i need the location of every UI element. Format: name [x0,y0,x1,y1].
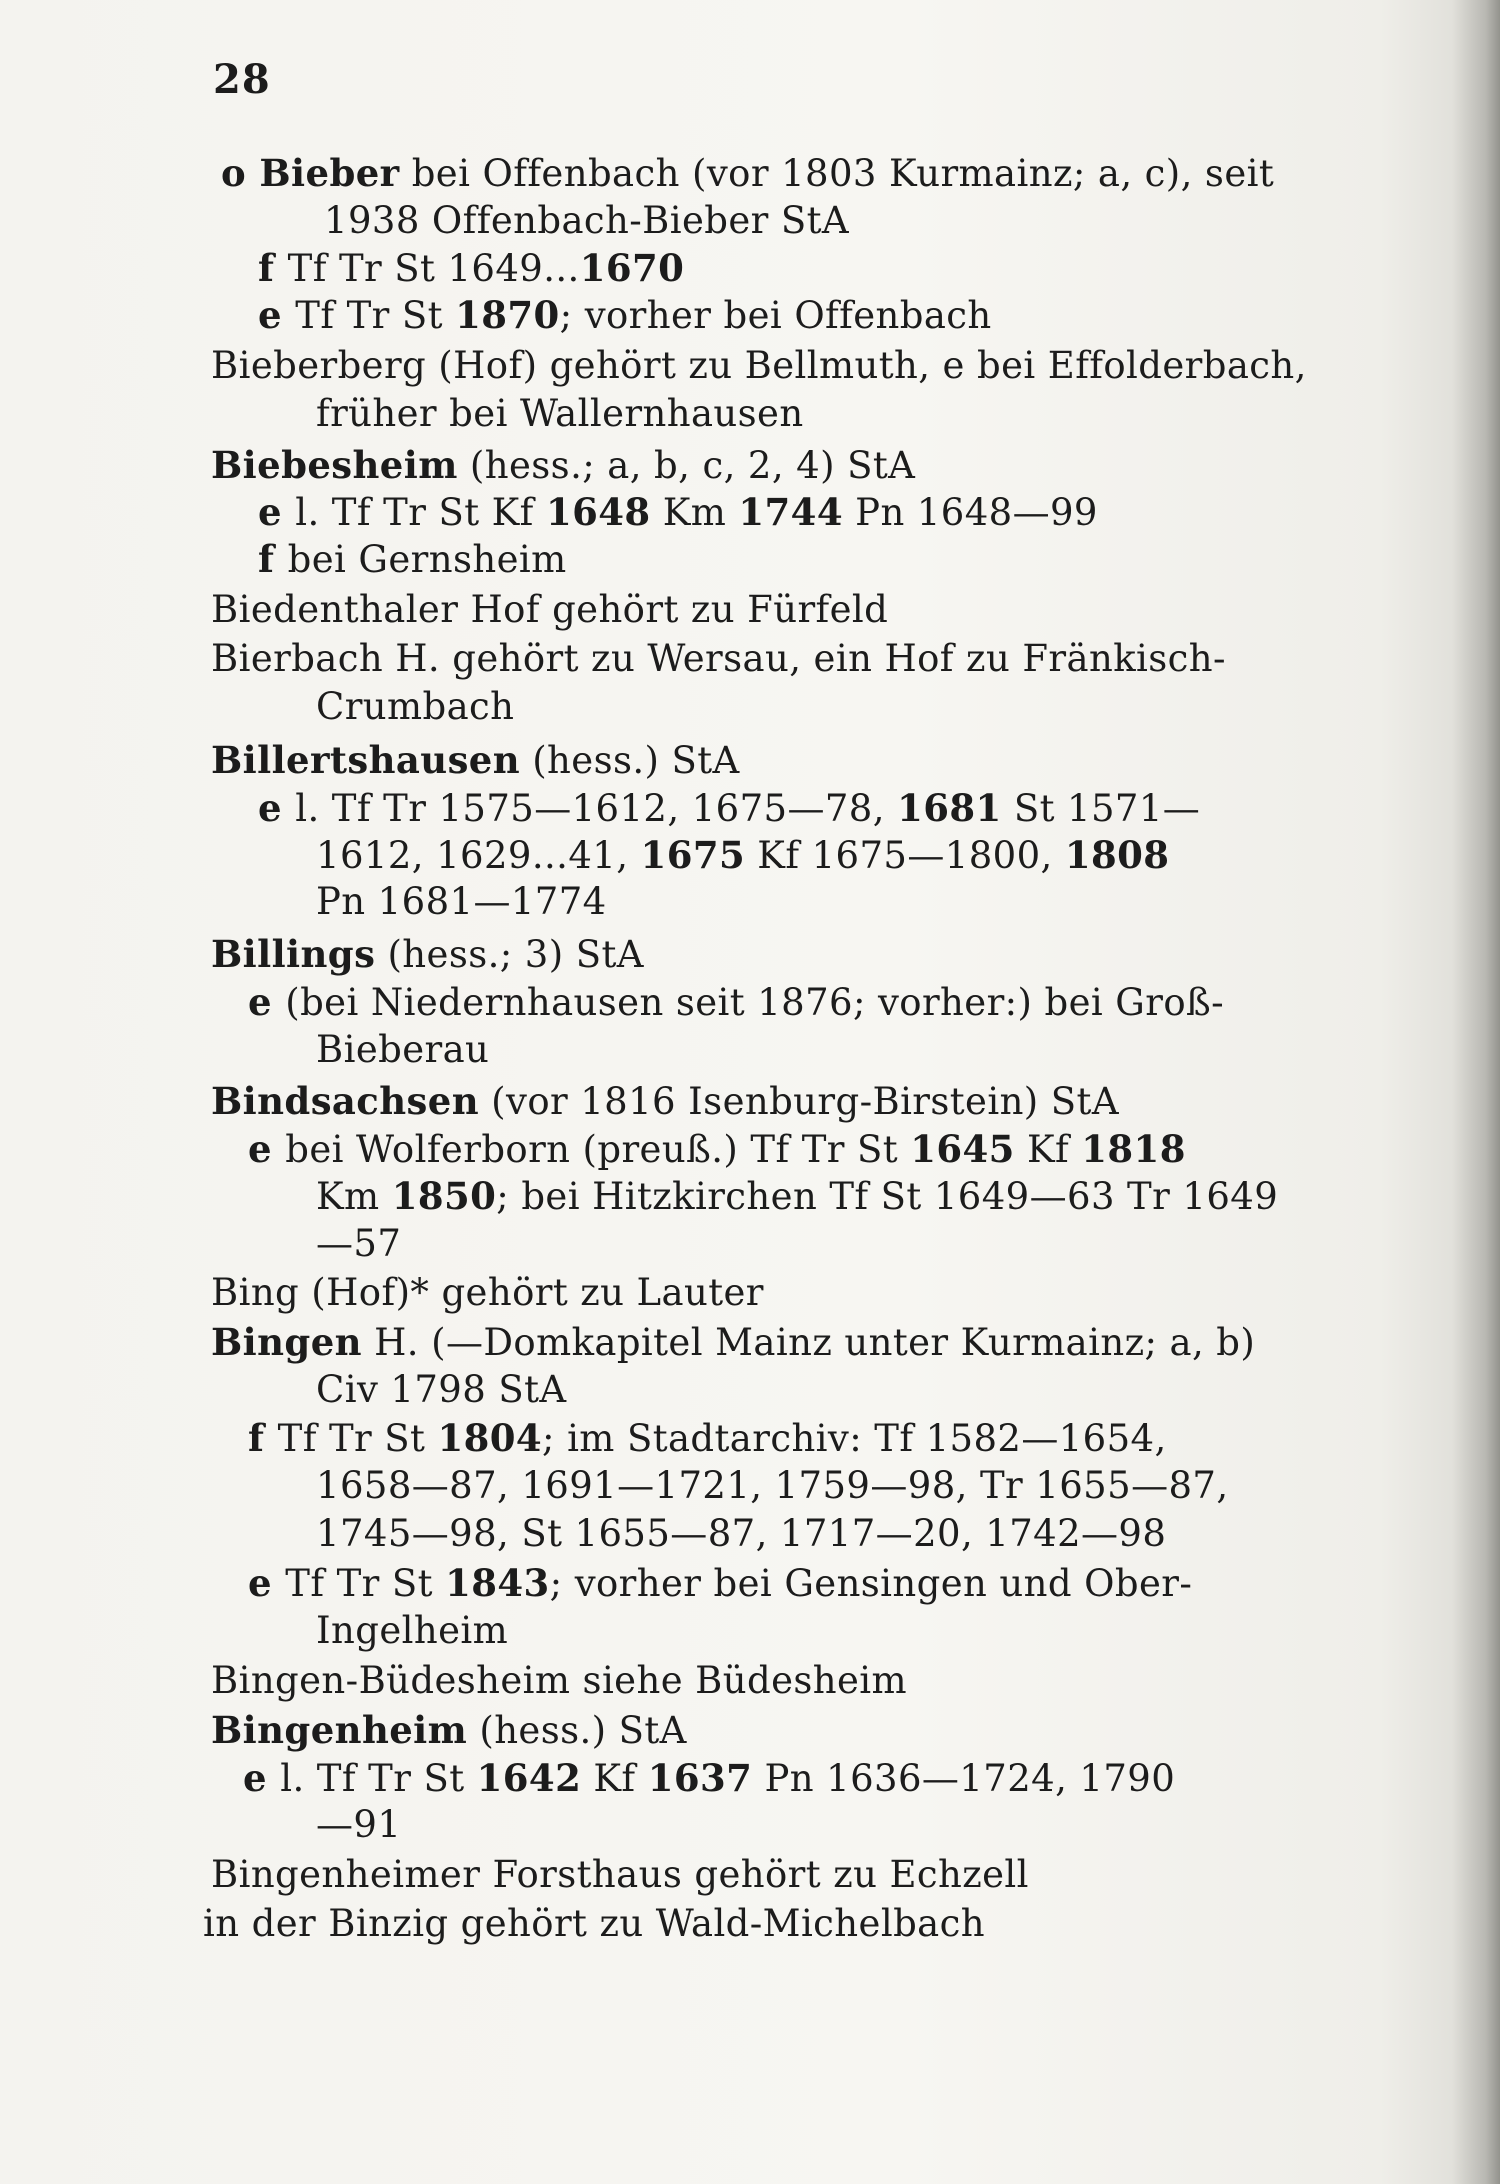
entry-text: H. (—Domkapitel Mainz unter Kurmainz; a, b) [361,1321,1256,1364]
place-name: Billings [211,932,376,976]
entry-line [316,880,607,924]
entry-text: l. Tf Tr St [280,1757,477,1800]
highlighted-year: 1681 [897,786,1002,830]
entry-text: bei Offenbach (vor 1803 Kurmainz; a, c), seit [399,152,1275,195]
entry-line [316,1174,1278,1219]
highlighted-year: 1637 [647,1756,753,1800]
entry-line-head [221,151,1274,196]
record-type-marker: e [248,1561,286,1605]
place-name: Bieber [259,151,400,195]
entry-text: Pn 1636—1724, 1790 [752,1757,1176,1800]
entry-line [248,1561,1192,1606]
entry-text: Tf Tr St [277,1417,438,1460]
entry-text: Biedenthaler Hof gehört zu Fürfeld [211,588,889,631]
entry-text: 1938 Offenbach-Bieber StA [324,199,850,242]
highlighted-year: 1744 [738,490,843,534]
highlighted-year: 1642 [476,1756,582,1800]
record-type-marker: o [221,151,260,195]
entry-line [316,392,804,436]
entry-text: Km [316,1175,392,1218]
entry-text: bei Gernsheim [287,538,567,581]
entry-text: Kf [581,1757,648,1800]
record-type-marker: f [258,537,288,581]
record-type-marker: e [248,980,286,1024]
entry-line [258,246,684,291]
entry-text: St 1571— [1001,787,1201,830]
entry-line-head [211,443,915,488]
entry-text: Ingelheim [316,1609,509,1652]
entry-text: Kf 1675—1800, [745,834,1065,877]
entry-line-head [211,738,740,783]
entry-text: in der Binzig gehört zu Wald-Michelbach [203,1902,985,1945]
highlighted-year: 1850 [391,1174,497,1218]
entry-line [316,1222,401,1266]
entry-text: Bieberau [316,1028,490,1071]
entry-line [258,293,992,338]
entry-text: (hess.) StA [520,739,740,782]
entry-text: bei Wolferborn (preuß.) Tf Tr St [285,1128,911,1171]
entry-line [258,537,567,582]
entry-line-head [211,1708,687,1753]
place-name: Biebesheim [211,443,458,487]
highlighted-year: 1645 [910,1127,1015,1171]
entry-text: l. Tf Tr 1575—1612, 1675—78, [295,787,898,830]
entry-line-head [211,1079,1119,1124]
entry-text: (hess.) StA [467,1709,687,1752]
entry-text: (bei Niedernhausen seit 1876; vorher:) bei Groß- [285,981,1225,1024]
entry-text: Bierbach H. gehört zu Wersau, ein Hof zu Fränkisch- [211,637,1226,680]
entry-text: l. Tf Tr St Kf [295,491,546,534]
entry-text: Km [650,491,739,534]
highlighted-year: 1804 [437,1416,543,1460]
highlighted-year: 1818 [1081,1127,1186,1171]
highlighted-year: 1670 [579,246,685,290]
entry-text: 1658—87, 1691—1721, 1759—98, Tr 1655—87, [316,1464,1229,1507]
entry-line [248,1416,1167,1461]
record-type-marker: e [258,293,296,337]
entry-line [324,199,849,243]
entry-text: Bing (Hof)* gehört zu Lauter [211,1271,764,1314]
entry-text: Tf Tr St [295,294,456,337]
highlighted-year: 1843 [445,1561,550,1605]
entry-text: (vor 1816 Isenburg-Birstein) StA [479,1080,1119,1123]
entry-text: Pn 1681—1774 [316,880,607,923]
highlighted-year: 1675 [640,833,746,877]
entry-text: Pn 1648—99 [842,491,1098,534]
entry-text: (hess.; a, b, c, 2, 4) StA [457,444,916,487]
entry-text: früher bei Wallernhausen [316,392,804,435]
record-type-marker: e [243,1756,281,1800]
record-type-marker: e [258,786,296,830]
entry-text: 1612, 1629...41, [316,834,641,877]
record-type-marker: f [248,1416,278,1460]
entry-line-head [211,932,644,977]
entry-line-head [211,1320,1255,1365]
entry-line-head [211,637,1226,681]
entry-text: ; vorher bei Offenbach [559,294,992,337]
entry-line [316,1368,566,1412]
entry-line [243,1756,1175,1801]
highlighted-year: 1648 [545,490,651,534]
record-type-marker: f [258,246,288,290]
record-type-marker: e [258,490,296,534]
entry-line-head [203,1902,985,1946]
entry-line-head [211,588,888,632]
place-name: Bingen [211,1320,362,1364]
entry-text: —57 [316,1222,402,1265]
entry-text: Bieberberg (Hof) gehört zu Bellmuth, e bei Effolderbach, [211,344,1307,387]
entry-line-head [211,1271,764,1315]
entry-line [316,1609,508,1653]
entry-line [316,1028,489,1072]
record-type-marker: e [248,1127,286,1171]
entry-line-head [211,1659,907,1703]
entry-line [316,1464,1229,1508]
entry-line [316,1512,1166,1556]
entry-line [248,1127,1186,1172]
highlighted-year: 1870 [455,293,560,337]
entry-text: Bingenheimer Forsthaus gehört zu Echzell [211,1853,1029,1896]
entry-line [316,1803,401,1847]
place-name: Bingenheim [211,1708,468,1752]
entry-text: Tf Tr St [285,1562,446,1605]
entry-line-head [211,1853,1029,1897]
entry-line-head [211,344,1307,388]
entry-line [248,980,1224,1025]
entry-text: Tf Tr St 1649... [287,247,580,290]
entry-line [258,786,1200,831]
entry-text: ; vorher bei Gensingen und Ober- [549,1562,1193,1605]
page-number: 28 [213,56,271,103]
entry-text: Crumbach [316,685,515,728]
place-name: Bindsachsen [211,1079,480,1123]
entry-text: (hess.; 3) StA [375,933,644,976]
entry-text: 1745—98, St 1655—87, 1717—20, 1742—98 [316,1512,1167,1555]
entry-text: Bingen-Büdesheim siehe Büdesheim [211,1659,907,1702]
entry-text: ; im Stadtarchiv: Tf 1582—1654, [542,1417,1167,1460]
entry-text: Kf [1014,1128,1082,1171]
entry-line [258,490,1098,535]
highlighted-year: 1808 [1064,833,1170,877]
entry-line [316,685,514,729]
entry-text: —91 [316,1803,402,1846]
entry-text: Civ 1798 StA [316,1368,567,1411]
entry-text: ; bei Hitzkirchen Tf St 1649—63 Tr 1649 [496,1175,1279,1218]
place-name: Billertshausen [211,738,521,782]
entry-line [316,833,1169,878]
